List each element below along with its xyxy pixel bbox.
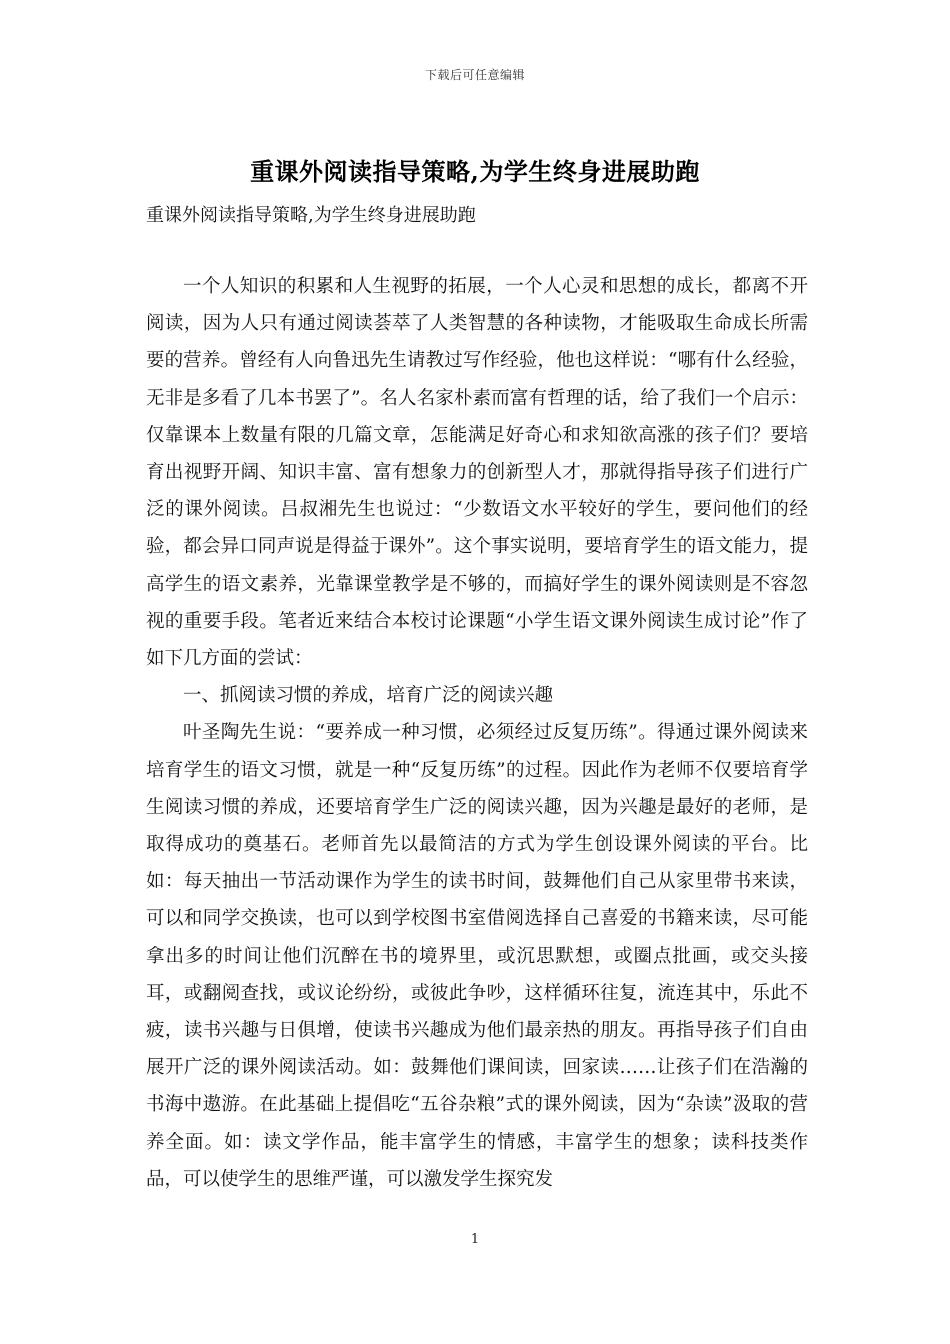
page-number: 1 [470, 1232, 480, 1247]
body-paragraph-section-1: 叶圣陶先生说：“要养成一种习惯，必须经过反复历练”。得通过课外阅读来培育学生的语文习惯，就是一种“反复历练”的过程。因此作为老师不仅要培育学生阅读习惯的养成，还要培育学生广泛的阅读兴趣，因为兴趣是最好的老师，是取得成功的奠基石。老师首先以最简洁的方式为学生创设课外阅读的平台。比如：每天抽出一节活动课作为学生的读书时间，鼓舞他们自己从家里带书来读，可以和同学交换读，也可以到学校图书室借阅选择自己喜爱的书籍来读，尽可能拿出多的时间让他们沉醉在书的境界里，或沉思默想，或圈点批画，或交头接耳，或翻阅查找，或议论纷纷，或彼此争吵，这样循环往复，流连其中，乐此不疲，读书兴趣与日俱增，使读书兴趣成为他们最亲热的朋友。再指导孩子们自由展开广泛的课外阅读活动。如：鼓舞他们课间读，回家读……让孩子们在浩瀚的书海中遨游。在此基础上提倡吃“五谷杂粮”式的课外阅读，因为“杂读”汲取的营养全面。如：读文学作品，能丰富学生的情感，丰富学生的想象；读科技类作品，可以使学生的思维严谨，可以激发学生探究发 [146, 722, 808, 1190]
page-header-note: 下载后可任意编辑 [424, 68, 525, 82]
body-paragraph-intro: 一个人知识的积累和人生视野的拓展，一个人心灵和思想的成长，都离不开阅读，因为人只有通过阅读荟萃了人类智慧的各种读物，才能吸取生命成长所需要的营养。曾经有人向鲁迅先生请教过写作经验，他也这样说：“哪有什么经验，无非是多看了几本书罢了”。名人名家朴素而富有哲理的话，给了我们一个启示：仅靠课本上数量有限的几篇文章，怎能满足好奇心和求知欲高涨的孩子们？要培育出视野开阔、知识丰富、富有想象力的创新型人才，那就得指导孩子们进行广泛的课外阅读。吕叔湘先生也说过：“少数语文水平较好的学生，要问他们的经验，都会异口同声说是得益于课外”。这个事实说明，要培育学生的语文能力，提高学生的语文素养，光靠课堂教学是不够的，而搞好学生的课外阅读则是不容忽视的重要手段。笔者近来结合本校讨论课题“小学生语文课外阅读生成讨论”作了如下几方面的尝试： [146, 276, 808, 670]
document-subtitle: 重课外阅读指导策略,为学生终身进展助跑 [146, 205, 476, 226]
document-body [146, 268, 808, 1198]
document-title: 重课外阅读指导策略,为学生终身进展助跑 [250, 157, 700, 186]
section-heading-1: 一、抓阅读习惯的养成，培育广泛的阅读兴趣 [183, 685, 554, 707]
